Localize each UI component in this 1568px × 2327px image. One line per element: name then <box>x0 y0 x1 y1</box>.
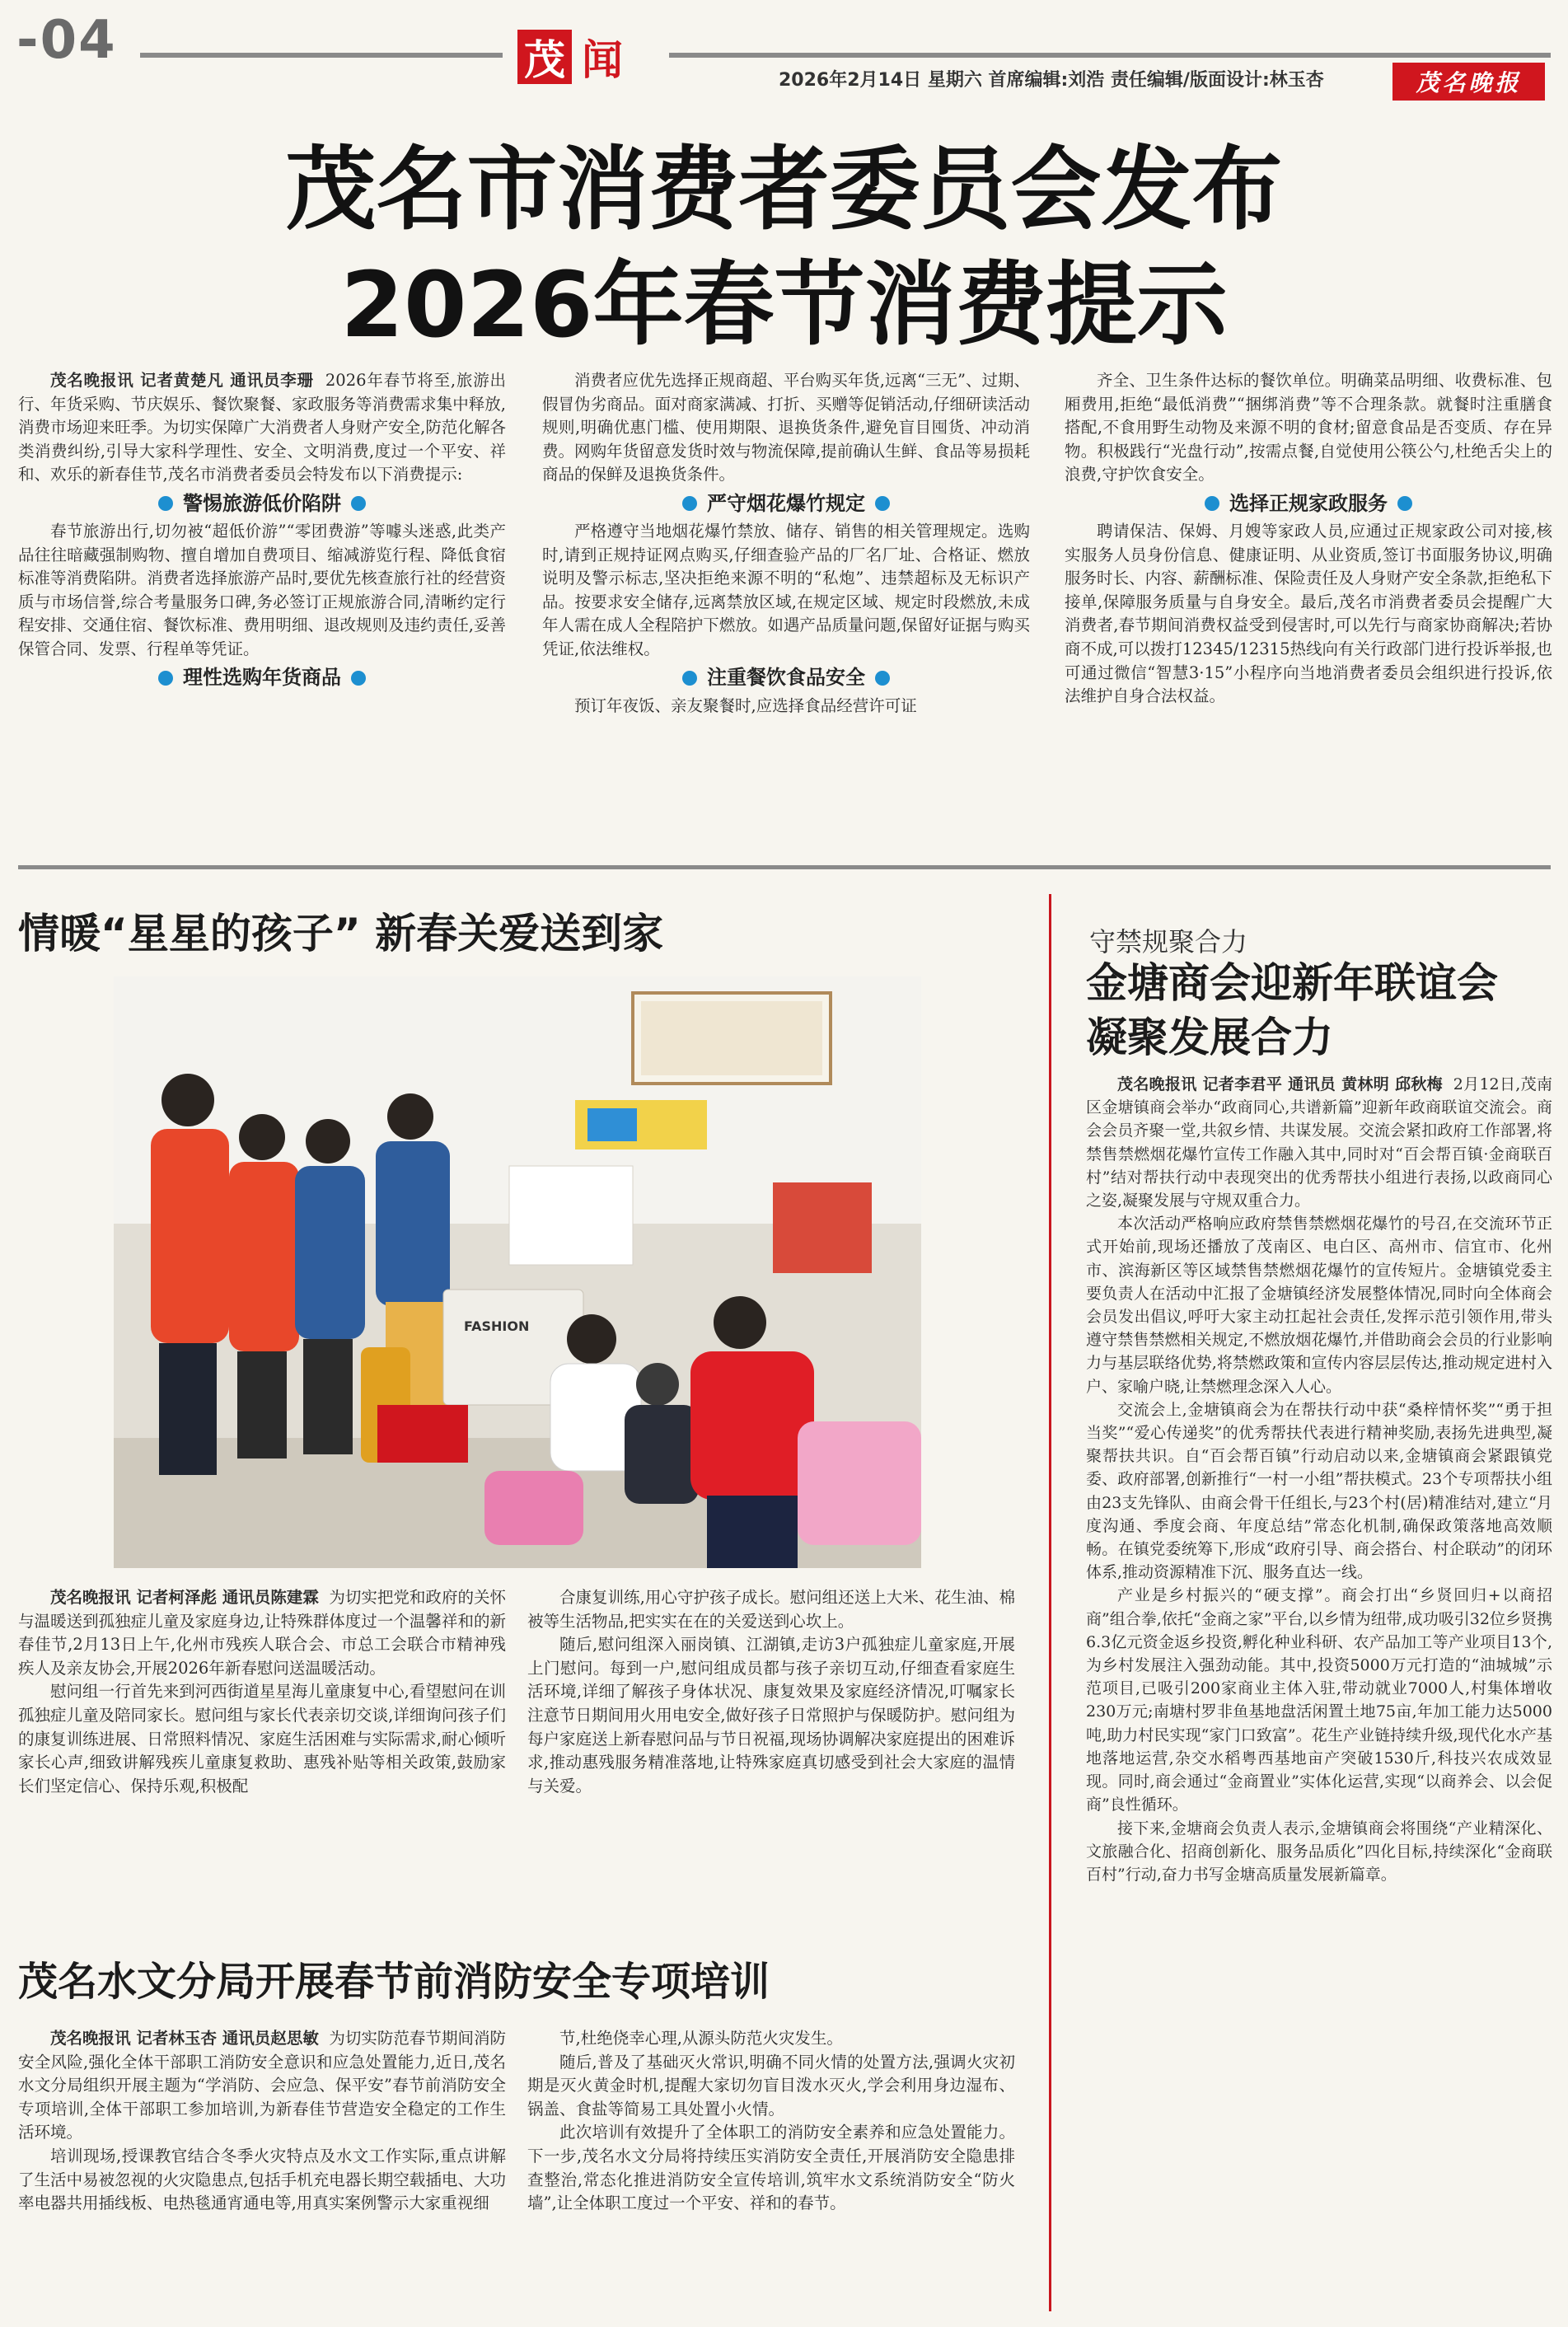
bullet-dot-icon <box>1397 496 1412 511</box>
story1-p2: 春节旅游出行,切勿被“超低价游”“零团费游”等噱头迷惑,此类产品往往暗藏强制购物、擅自增加自费项目、缩减游览行程、降低食宿标准等消费陷阱。消费者选择旅游产品时,要优先核查旅行社的经营资质与市场信誉,综合考量服务口碑,务必签订正规旅游合同,清晰约定行程安排、交通住宿、餐饮标准、费用明细、退改规则及违约责任,妥善保管合同、发票、行程单等凭证。 <box>18 521 506 658</box>
section-char-1: 茂 <box>517 30 572 84</box>
header-info: 2026年2月14日 星期六 首席编辑:刘浩 责任编辑/版面设计:林玉杏 <box>779 70 1324 91</box>
bullet-dot-icon <box>351 671 366 686</box>
story2-byline: 茂名晚报讯 记者柯泽彪 通讯员陈建霖 <box>50 1588 319 1607</box>
photo-gift-label: FASHION <box>464 1318 530 1334</box>
story3-p4: 随后,普及了基础灭火常识,明确不同火情的处置方法,强调火灾初期是灭火黄金时机,提醒大家切勿盲目泼水灭火,学会利用身边湿布、锅盖、食盐等简易工具处置小火情。 <box>527 2052 1015 2119</box>
section-divider <box>18 865 1551 869</box>
story3-p2: 培训现场,授课教官结合冬季火灾特点及水文工作实际,重点讲解了生活中易被忽视的火灾隐患点,包括手机充电器长期空载插电、大功率电器共用插线板、电热毯通宵通电等,用真实案例警示大家重视细 <box>18 2146 506 2213</box>
story1-p7: 聘请保洁、保姆、月嫂等家政人员,应通过正规家政公司对接,核实服务人员身份信息、健康证明、从业资质,签订书面服务协议,明确服务时长、内容、薪酬标准、保险责任及人身财产安全条款,拒绝私下接单,保障服务质量与自身安全。最后,茂名市消费者委员会提醒广大消费者,春节期间消费权益受到侵害时,可以先行与商家协商解决;若协商不成,可以拨打12345/12315热线向有关行政部门进行投诉举报,也可通过微信“智慧3·15”小程序向当地消费者委员会组织进行投诉,依法维护自身合法权益。 <box>1065 521 1552 706</box>
story4-byline: 茂名晚报讯 记者李君平 通讯员 黄林明 邱秋梅 <box>1117 1075 1443 1093</box>
story1-p5: 预订年夜饭、亲友聚餐时,应选择食品经营许可证 <box>574 695 917 715</box>
story4-headline <box>1086 956 1556 1065</box>
story1-title-line2: 2026年春节消费提示 <box>340 252 1228 358</box>
photo-illustration <box>114 976 921 1568</box>
section-badge <box>517 30 630 84</box>
story1-p6: 齐全、卫生条件达标的餐饮单位。明确菜品明细、收费标准、包厢费用,拒绝“最低消费”“捆绑消费”等不合理条款。就餐时注重膳食搭配,不食用野生动物及来源不明的食材;留意食品是否变质、存在异物。积极践行“光盘行动”,按需点餐,自觉使用公筷公勺,杜绝舌尖上的浪费,守护饮食安全。 <box>1065 371 1552 485</box>
column-divider <box>1049 894 1051 2311</box>
bullet-dot-icon <box>875 671 890 686</box>
bullet-dot-icon <box>875 496 890 511</box>
story2-p1: 为切实把党和政府的关怀与温暖送到孤独症儿童及家庭身边,让特殊群体度过一个温馨祥和的新春佳节,2月13日上午,化州市残疾人联合会、市总工会联合市精神残疾人及亲友协会,开展2026年新春慰问送温暖活动。 <box>18 1588 506 1678</box>
bullet-dot-icon <box>682 496 697 511</box>
story2-p2: 慰问组一行首先来到河西街道星星海儿童康复中心,看望慰问在训孤独症儿童及陪同家长。慰问组与家长代表亲切交谈,详细询问孩子们的康复训练进展、日常照料情况、家庭生活困难与实际需求,耐心倾听家长心声,细致讲解残疾儿童康复救助、惠残补贴等相关政策,鼓励家长们坚定信心、保持乐观,积极配 <box>18 1682 506 1796</box>
story3-headline: 茂名水文分局开展春节前消防安全专项培训 <box>18 1959 770 2005</box>
story1-title-line1: 茂名市消费者委员会发布 <box>285 137 1283 242</box>
subhead-text: 理性选购年货商品 <box>183 666 341 690</box>
story2-p4: 随后,慰问组深入丽岗镇、江湖镇,走访3户孤独症儿童家庭,开展上门慰问。每到一户,慰问组成员都与孩子亲切互动,仔细查看家庭生活环境,详细了解孩子身体状况、康复效果及家庭经济情况,叮嘱家长注意节日期间用火用电安全,做好孩子日常照护与保暖防护。慰问组为每户家庭送上新春慰问品与节日祝福,现场协调解决家庭提出的困难诉求,推动惠残服务精准落地,让特殊家庭真切感受到社会大家庭的温情与关爱。 <box>527 1635 1015 1796</box>
subhead-text: 注重餐饮食品安全 <box>707 666 865 690</box>
story4-title-line2: 凝聚发展合力 <box>1086 1014 1333 1061</box>
header-rule-right <box>669 53 1551 58</box>
story1-subhead-4 <box>542 662 1030 695</box>
story2-col2 <box>527 1586 1015 1798</box>
story3-col1 <box>18 2027 506 2216</box>
story1-subhead-5 <box>1065 487 1552 520</box>
story4-p3: 交流会上,金塘镇商会为在帮扶行动中获“桑梓情怀奖”“勇于担当奖”“爱心传递奖”的优秀帮扶代表进行精神奖励,表扬先进典型,凝聚帮扶共识。自“百会帮百镇”行动启动以来,金塘镇商会紧跟镇党委、政府部署,创新推行“一村一小组”帮扶模式。23个专项帮扶小组由23支先锋队、由商会骨干任组长,与23个村(居)精准结对,建立“月度沟通、季度会商、年度总结”常态化机制,确保政策落地高效顺畅。在镇党委统筹下,形成“政府引导、商会搭台、村企联动”的闭环体系,推动资源精准下沉、服务直达一线。 <box>1086 1400 1552 1582</box>
story1-col1 <box>18 369 506 695</box>
story1-col2 <box>542 369 1030 718</box>
story1-p1: 2026年春节将至,旅游出行、年货采购、节庆娱乐、餐饮聚餐、家政服务等消费需求集中释放,消费市场迎来旺季。为切实保障广大消费者人身财产安全,防范化解各类消费纠纷,引导大家科学理性、安全、文明消费,度过一个平安、祥和、欢乐的新春佳节,茂名市消费者委员会特发布以下消费提示: <box>18 371 507 485</box>
bullet-dot-icon <box>158 671 173 686</box>
story4-p2: 本次活动严格响应政府禁售禁燃烟花爆竹的号召,在交流环节正式开始前,现场还播放了茂南区、电白区、高州市、信宜市、化州市、滨海新区等区域禁售禁燃烟花爆竹的宣传短片。金塘镇党委主要负责人在活动中汇报了金塘镇经济发展整体情况,同时向全体商会会员发出倡议,呼吁大家主动扛起社会责任,发挥示范引领作用,带头遵守禁售禁燃相关规定,不燃放烟花爆竹,并借助商会会员的行业影响力与基层联络优势,将禁燃政策和宣传内容层层传达,推动规定进村入户、家喻户晓,让禁燃理念深入人心。 <box>1086 1215 1552 1396</box>
story1-subhead-2 <box>18 662 506 695</box>
story1-col3 <box>1065 369 1552 709</box>
story4-kicker: 守禁规聚合力 <box>1089 926 1248 957</box>
story4-p5: 接下来,金塘商会负责人表示,金塘镇商会将围绕“产业精深化、文旅融合化、招商创新化、服务品质化”四化目标,持续深化“金商联百村”行动,奋力书写金塘高质量发展新篇章。 <box>1086 1819 1552 1884</box>
story1-byline: 茂名晚报讯 记者黄楚凡 通讯员李珊 <box>50 371 314 390</box>
story1-p4: 严格遵守当地烟花爆竹禁放、储存、销售的相关管理规定。选购时,请到正规持证网点购买,仔细查验产品的厂名厂址、合格证、燃放说明及警示标志,坚决拒绝来源不明的“私炮”、违禁超标及无标识产品。按要求安全储存,远离禁放区域,在规定区域、规定时段燃放,未成年人需在成人全程陪护下燃放。如遇产品质量问题,保留好证据与购买凭证,依法维权。 <box>542 521 1030 658</box>
story4-body <box>1086 1073 1552 1886</box>
story3-p1: 为切实防范春节期间消防安全风险,强化全体干部职工消防安全意识和应急处置能力,近日,茂名水文分局组织开展主题为“学消防、会应急、保平安”春节前消防安全专项培训,全体干部职工参加培训,为新春佳节营造安全稳定的工作生活环境。 <box>18 2029 506 2142</box>
story2-p3: 合康复训练,用心守护孩子成长。慰问组还送上大米、花生油、棉被等生活物品,把实实在在的关爱送到心坎上。 <box>527 1588 1015 1631</box>
story4-p4: 产业是乡村振兴的“硬支撑”。商会打出“乡贤回归+以商招商”组合拳,依托“金商之家”平台,以乡情为纽带,成功吸引32位乡贤携6.3亿元资金返乡投资,孵化种业科研、农产品加工等产业项目13个,为乡村发展注入强劲动能。其中,投资5000万元打造的“油城城”示范项目,已吸引200家商业主体入驻,带动就业7000人,村集体增收230万元;南塘村罗非鱼基地盘活闲置土地75亩,年加工能力达5000吨,助力村民实现“家门口致富”。花生产业链持续升级,现代化水产基地落地运营,杂交水稻粤西基地亩产突破1530斤,科技兴农成效显现。同时,商会通过“金商置业”实体化运营,实现“以商养会、以会促商”良性循环。 <box>1086 1586 1552 1814</box>
story3-p3: 节,杜绝侥幸心理,从源头防范火灾发生。 <box>559 2029 843 2048</box>
story2-photo <box>114 976 921 1568</box>
section-char-2: 闻 <box>582 35 623 84</box>
story4-title-line1: 金塘商会迎新年联谊会 <box>1086 959 1498 1007</box>
story3-byline: 茂名晚报讯 记者林玉杏 通讯员赵思敏 <box>50 2029 319 2048</box>
subhead-text: 严守烟花爆竹规定 <box>707 491 865 515</box>
story1-subhead-1 <box>18 487 506 520</box>
story2-headline: 情暖“星星的孩子” 新春关爱送到家 <box>18 910 664 957</box>
story3-p5: 此次培训有效提升了全体职工的消防安全素养和应急处置能力。下一步,茂名水文分局将持续压实消防安全责任,开展消防安全隐患排查整治,常态化推进消防安全宣传培训,筑牢水文系统消防安全“防火墙”,让全体职工度过一个平安、祥和的春节。 <box>527 2123 1015 2213</box>
bullet-dot-icon <box>1205 496 1219 511</box>
header-rule-left <box>140 53 503 58</box>
page-number: -04 <box>16 10 117 71</box>
bullet-dot-icon <box>351 496 366 511</box>
story2-col1 <box>18 1586 506 1798</box>
subhead-text: 选择正规家政服务 <box>1229 491 1388 515</box>
story1-p3: 消费者应优先选择正规商超、平台购买年货,远离“三无”、过期、假冒伪劣商品。面对商家满减、打折、买赠等促销活动,仔细研读活动规则,明确优惠门槛、使用期限、退换货条件,避免盲目囤货、冲动消费。网购年货留意发货时效与物流保障,提前确认生鲜、食品等易损耗商品的保鲜及退换货条件。 <box>542 371 1030 485</box>
story1-headline <box>0 132 1568 363</box>
story3-col2 <box>527 2027 1015 2216</box>
story4-p1: 2月12日,茂南区金塘镇商会举办“政商同心,共谱新篇”迎新年政商联谊交流会。商会会员齐聚一堂,共叙乡情、共谋发展。交流会紧扣政府工作部署,将禁售禁燃烟花爆竹宣传工作融入其中,同时对“百会帮百镇·金商联百村”结对帮扶行动中表现突出的优秀帮扶小组进行表扬,以政商同心之姿,凝聚发展与守规双重合力。 <box>1086 1075 1552 1210</box>
story1-subhead-3 <box>542 487 1030 520</box>
newspaper-logo: 茂名晚报 <box>1392 63 1545 101</box>
bullet-dot-icon <box>158 496 173 511</box>
subhead-text: 警惕旅游低价陷阱 <box>183 491 341 515</box>
bullet-dot-icon <box>682 671 697 686</box>
